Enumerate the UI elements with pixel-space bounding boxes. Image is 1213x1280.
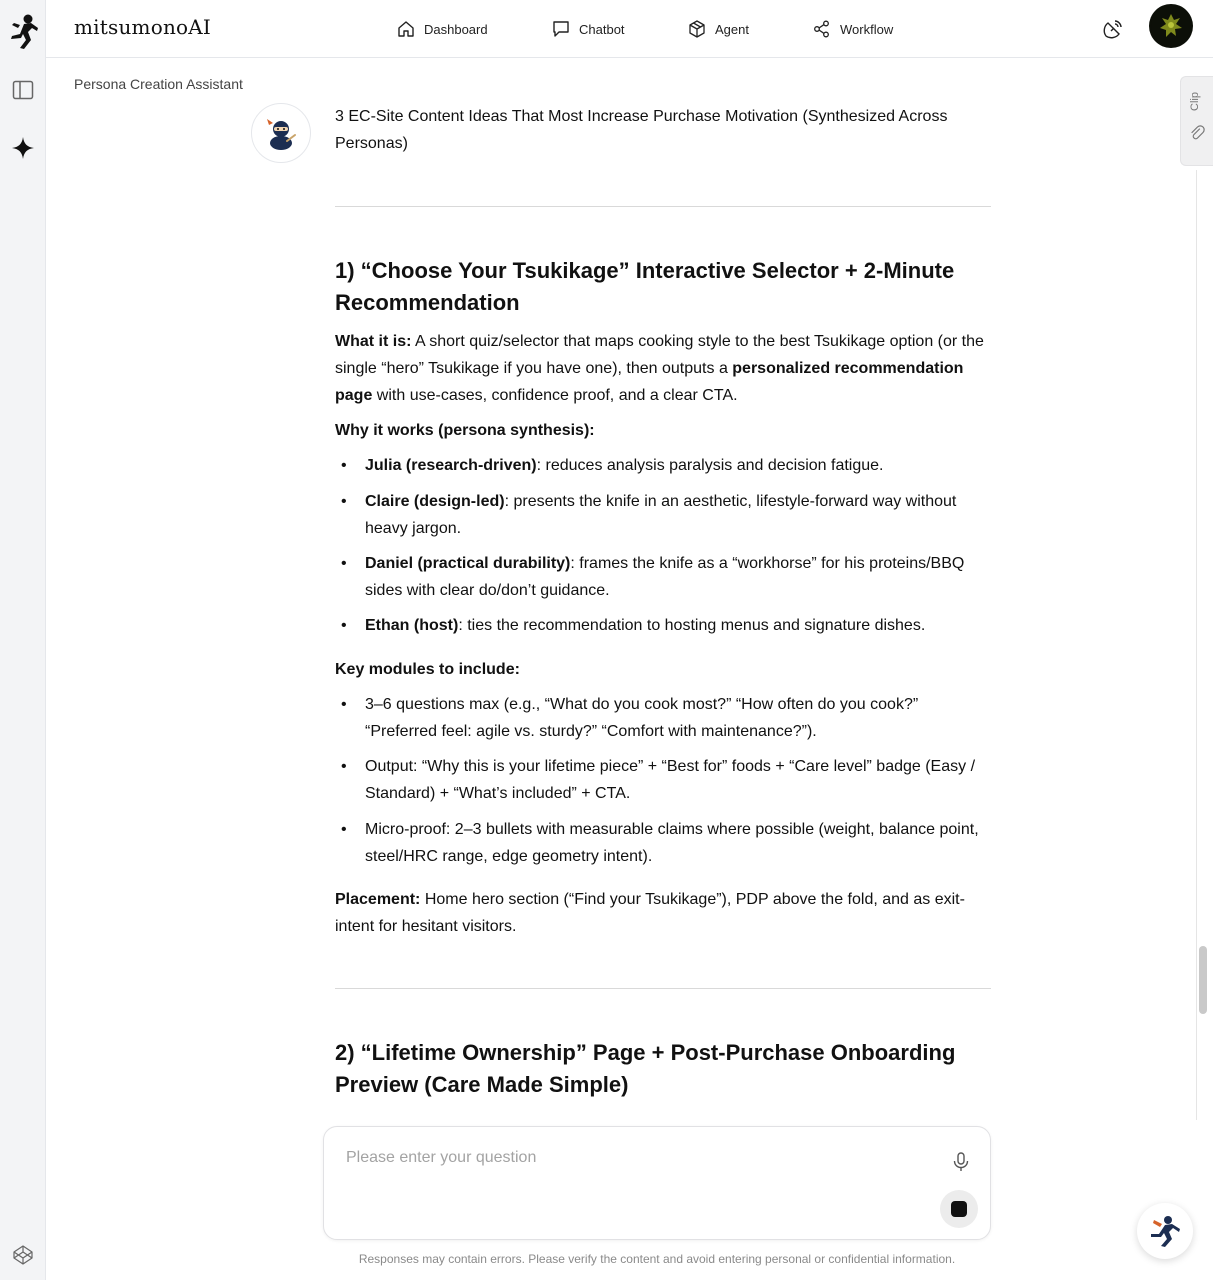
why-label-text: Why it works (persona synthesis):: [335, 422, 595, 439]
persona-text: : presents the knife in an aesthetic, lifestyle-forward way without heavy jargon.: [365, 493, 957, 537]
persona-text: : frames the knife as a “workhorse” for his proteins/BBQ sides with clear do/don’t guidance.: [365, 555, 965, 599]
sparkle-icon[interactable]: [0, 136, 46, 160]
home-icon: [396, 19, 416, 39]
stop-icon: [951, 1201, 967, 1217]
what-bold: personalized recommendation page: [335, 360, 964, 404]
list-item: • 3–6 questions max (e.g., “What do you cook most?” “How often do you cook?” “Preferred feel: agile vs. sturdy?” “Comfort with maintenance?”).: [335, 691, 991, 745]
section-2-heading: 2) “Lifetime Ownership” Page + Post-Purchase Onboarding Preview (Care Made Simple): [335, 1040, 956, 1097]
nav-chatbot[interactable]: [551, 0, 625, 58]
placement-paragraph: [335, 886, 991, 940]
modules-label: [335, 656, 991, 683]
what-text-1: A short quiz/selector that maps cooking style to the best Tsukikage option (or the single “hero” Tsukikage if you have one), then outputs a: [335, 333, 984, 377]
divider: [335, 206, 991, 207]
list-item: [335, 550, 991, 604]
list-item: • Micro-proof: 2–3 bullets with measurable claims where possible (weight, balance point, steel/HRC range, edge geometry intent).: [335, 816, 991, 870]
persona-text: : reduces analysis paralysis and decision fatigue.: [536, 457, 884, 474]
scroll-track: [1196, 170, 1197, 1120]
nav-workflow-label: Workflow: [840, 21, 894, 37]
composer: [323, 1126, 991, 1240]
ninja-assistant-icon: [261, 113, 301, 153]
modules-label-text: Key modules to include:: [335, 661, 520, 678]
disclaimer: Responses may contain errors. Please verify the content and avoid entering personal or confidential information.: [358, 1252, 956, 1266]
satellite-dish-icon[interactable]: [1100, 16, 1126, 42]
why-label: [335, 417, 991, 444]
list-item: • Output: “Why this is your lifetime piece” + “Best for” foods + “Care level” badge (Easy / Standard) + “What’s included” + CTA.: [335, 753, 991, 807]
nav-chatbot-label: Chatbot: [579, 21, 625, 37]
mascot-logo-icon[interactable]: [0, 12, 46, 50]
modules-list: [335, 691, 991, 870]
sidebar-toggle-icon[interactable]: [0, 79, 46, 101]
list-item: [335, 488, 991, 542]
nav-dashboard-label: Dashboard: [424, 21, 488, 37]
persona-name: Claire (design-led): [365, 493, 505, 510]
placement-text: Home hero section (“Find your Tsukikage”), PDP above the fold, and as exit-intent for hesitant visitors.: [335, 891, 965, 935]
persona-name: Ethan (host): [365, 617, 459, 634]
paperclip-icon: [1189, 125, 1205, 141]
clip-tab[interactable]: [1180, 76, 1213, 166]
stop-button[interactable]: [940, 1190, 978, 1228]
scrollbar-thumb[interactable]: [1199, 946, 1207, 1014]
nav-agent-label: Agent: [715, 21, 749, 37]
assistant-message: [335, 103, 991, 1101]
why-list: [335, 452, 991, 639]
placement-label: Placement:: [335, 891, 421, 908]
message-intro: 3 EC-Site Content Ideas That Most Increase Purchase Motivation (Synthesized Across Personas): [335, 108, 948, 152]
user-avatar[interactable]: [1149, 4, 1193, 48]
cube-icon: [687, 19, 707, 39]
ninja-runner-icon: [1146, 1212, 1184, 1250]
what-it-is-paragraph: [335, 328, 991, 409]
nav-dashboard[interactable]: [396, 0, 488, 58]
question-input[interactable]: [346, 1149, 926, 1179]
persona-text: : ties the recommendation to hosting menus and signature dishes.: [458, 617, 926, 634]
what-text-2: with use-cases, confidence proof, and a clear CTA.: [372, 387, 738, 404]
page-title: Persona Creation Assistant: [74, 76, 243, 92]
left-rail: [0, 0, 46, 1280]
top-header: [46, 0, 1213, 58]
nav-agent[interactable]: [687, 0, 749, 58]
persona-name: Julia (research-driven): [365, 457, 537, 474]
assistant-avatar: [251, 103, 311, 163]
floating-mascot-button[interactable]: [1137, 1203, 1193, 1259]
list-item: [335, 452, 991, 479]
persona-name: Daniel (practical durability): [365, 555, 571, 572]
share-nodes-icon: [812, 19, 832, 39]
microphone-icon[interactable]: [950, 1151, 972, 1178]
clip-label: Clip: [1189, 92, 1201, 111]
nav-workflow[interactable]: [812, 0, 893, 58]
brand-name[interactable]: mitsumonoAI: [74, 15, 212, 39]
codepen-icon[interactable]: [0, 1244, 46, 1266]
what-label: What it is:: [335, 333, 412, 350]
section-1-heading: 1) “Choose Your Tsukikage” Interactive Selector + 2-Minute Recommendation: [335, 258, 955, 315]
divider: [335, 988, 991, 989]
chat-bubble-icon: [551, 19, 571, 39]
list-item: [335, 612, 991, 639]
